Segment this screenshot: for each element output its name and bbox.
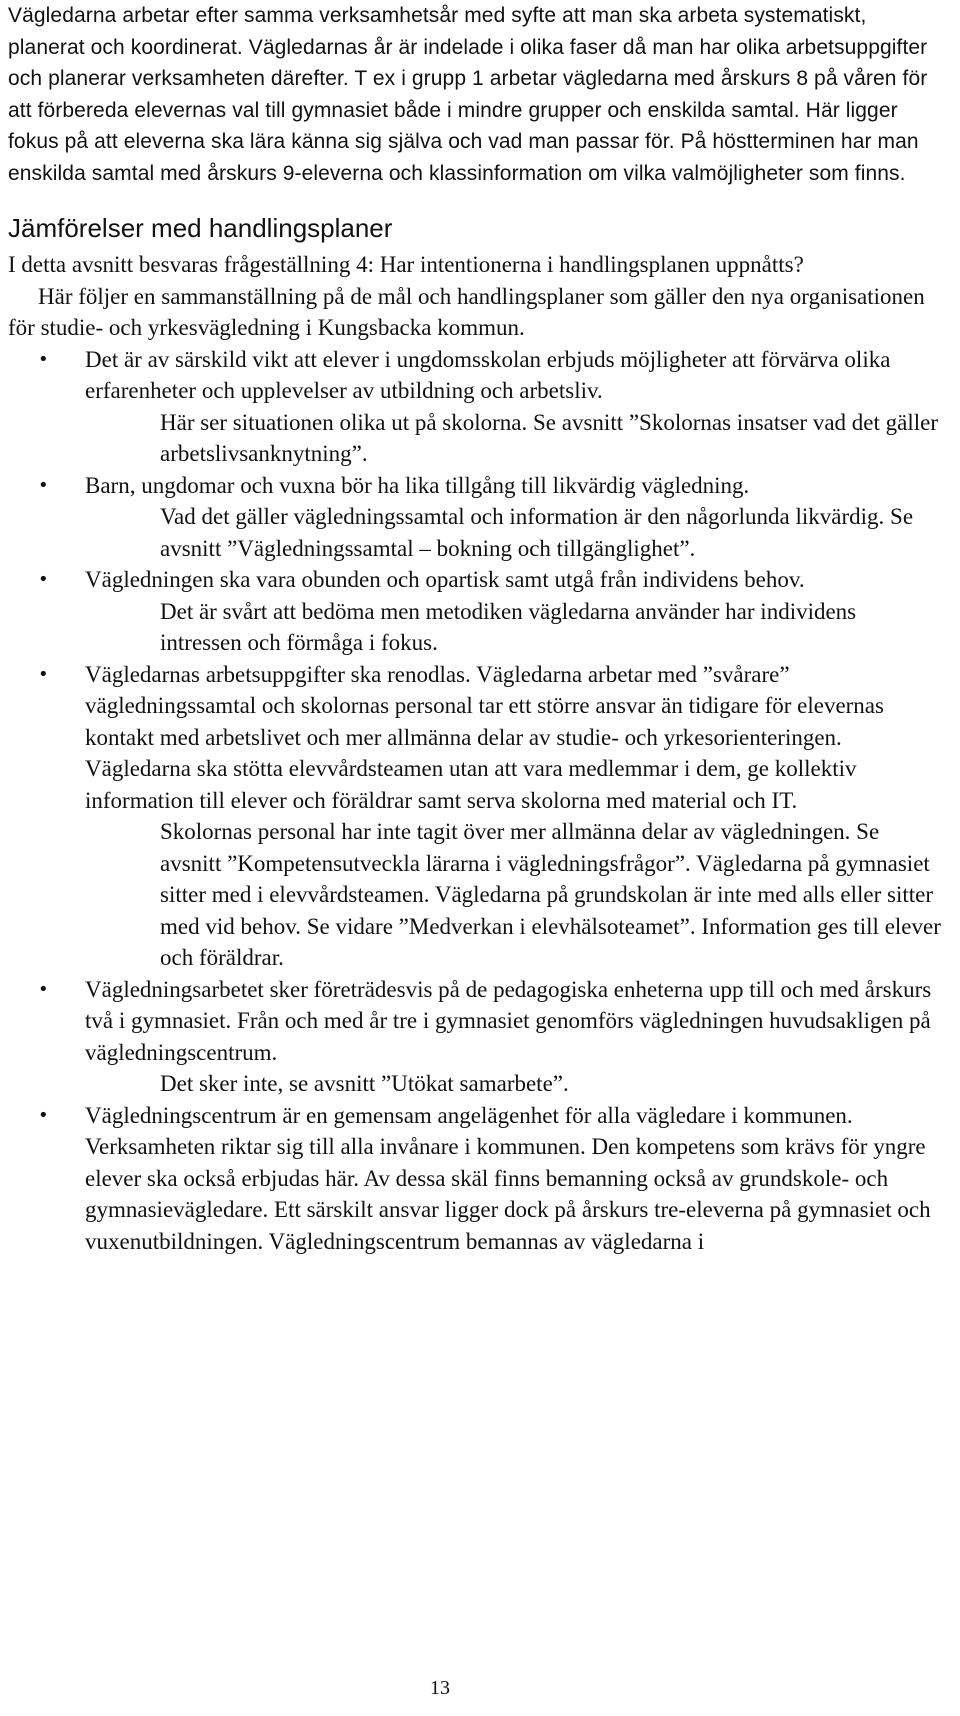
section-intro: Här följer en sammanställning på de mål och handlingsplaner som gäller den nya organisationen för studie- och yrkesvägledning i Kungsbacka kommun.: [8, 283, 925, 340]
goal-note: Vad det gäller vägledningssamtal och information är den någorlunda likvärdig. Se avsnitt ”Vägledningssamtal – bokning och tillgänglighet”.: [160, 504, 914, 561]
bullet-icon: •: [38, 1104, 49, 1126]
list-note: [8, 816, 943, 974]
list-item: [8, 974, 943, 1069]
bullet-icon: •: [38, 663, 49, 685]
goal-text: Vägledningen ska vara obunden och opartisk samt utgå från individens behov.: [85, 567, 805, 592]
list-item: [8, 659, 943, 817]
list-item: [8, 564, 943, 596]
bullet-icon: •: [38, 474, 49, 496]
goal-text: Vägledningsarbetet sker företrädesvis på de pedagogiska enheterna upp till och med årskurs två i gymnasiet. Från och med år tre i gymnasiet genomförs vägledningen huvudsakligen på vägledningscentrum.: [85, 976, 932, 1065]
bullet-icon: •: [38, 348, 49, 370]
bullet-icon: •: [38, 569, 49, 590]
goal-note: Skolornas personal har inte tagit över mer allmänna delar av vägledningen. Se avsnitt ”Kompetensutveckla lärarna i vägledningsfrågor”. Vägledarna på gymnasiet sitter med i elevvårdsteamen. Vägledarna på grundskolan är inte med alls eller sitter med vid behov. Se vidare ”Medverkan i elevhälsoteamet”. Information ges till elever och föräldrar.: [160, 819, 941, 970]
intro-paragraph: Vägledarna arbetar efter samma verksamhetsår med syfte att man ska arbeta systematiskt, planerat och koordinerat. Vägledarnas år är indelade i olika faser då man har olika arbetsuppgifter och planerar verksamheten därefter. T ex i grupp 1 arbetar vägledarna med årskurs 8 på våren för att förbereda elevernas val till gymnasiet både i mindre grupper och enskilda samtal. Här ligger fokus på att eleverna ska lära känna sig själva och vad man passar för. På höstterminen har man enskilda samtal med årskurs 9-eleverna och klassinformation om vilka valmöjligheter som finns.: [8, 4, 928, 185]
list-item: [8, 470, 943, 502]
page-number: 13: [430, 1677, 450, 1699]
list-note: [8, 501, 943, 564]
list-note: [8, 1068, 943, 1100]
goals-list: [8, 344, 943, 1258]
page-content: [8, 0, 943, 1257]
research-question: I detta avsnitt besvaras frågeställning 4: Har intentionerna i handlingsplanen uppnåtts?: [8, 252, 804, 277]
list-item: [8, 344, 943, 407]
list-note: [8, 596, 943, 659]
list-note: [8, 407, 943, 470]
bullet-icon: •: [38, 978, 49, 1000]
goal-text: Vägledningscentrum är en gemensam angelägenhet för alla vägledare i kommunen. Verksamheten riktar sig till alla invånare i kommunen. Den kompetens som krävs för yngre elever ska också erbjudas här. Av dessa skäl finns bemanning också av grundskole- och gymnasievägledare. Ett särskilt ansvar ligger dock på årskurs tre-eleverna på gymnasiet och vuxenutbildningen. Vägledningscentrum bemannas av vägledarna i: [85, 1102, 931, 1254]
goal-note: Här ser situationen olika ut på skolorna. Se avsnitt ”Skolornas insatser vad det gäller arbetslivsanknytning”.: [160, 409, 938, 466]
section-heading: Jämförelser med handlingsplaner: [8, 213, 393, 243]
goal-note: Det är svårt att bedöma men metodiken vägledarna använder har individens intressen och förmåga i fokus.: [160, 598, 857, 655]
goal-text: Barn, ungdomar och vuxna bör ha lika tillgång till likvärdig vägledning.: [85, 472, 750, 498]
goal-text: Det är av särskild vikt att elever i ungdomsskolan erbjuds möjligheter att förvärva olika erfarenheter och upplevelser av utbildning och arbetsliv.: [85, 346, 891, 403]
goal-text: Vägledarnas arbetsuppgifter ska renodlas. Vägledarna arbetar med ”svårare” vägledningssamtal och skolornas personal tar ett större ansvar än tidigare för elevernas kontakt med arbetslivet och mer allmänna delar av studie- och yrkesorienteringen. Vägledarna ska stötta elevvårdsteamen utan att vara medlemmar i dem, ge kollektiv information till elever och föräldrar samt serva skolorna med material och IT.: [85, 661, 884, 813]
list-item: [8, 1100, 943, 1258]
goal-note: Det sker inte, se avsnitt ”Utökat samarbete”.: [160, 1071, 569, 1096]
